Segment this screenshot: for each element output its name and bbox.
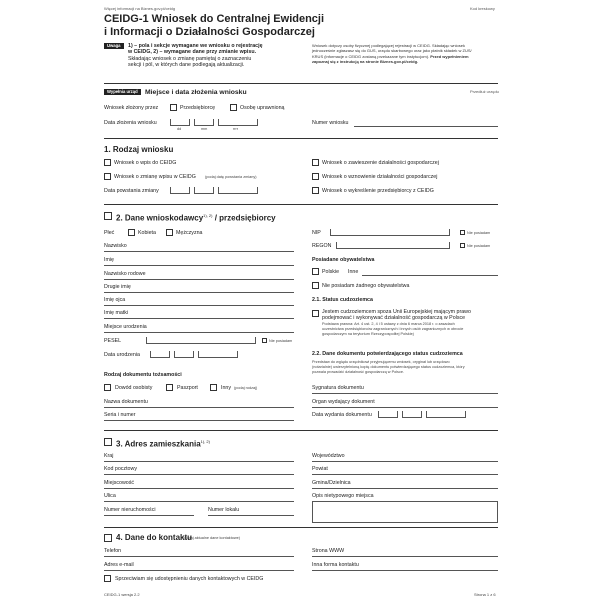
mother-name-label: Imię matki [104,310,129,316]
section3-title-main: 3. Adres zamieszkania [116,439,201,449]
other-document-checkbox[interactable] [210,384,217,391]
contact-objection-label: Sprzeciwiam się udostępnieniu danych kontaktowych w CEIDG [115,576,264,582]
email-label: Adres e-mail [104,562,134,568]
foreigner-doc-text [312,360,465,374]
document-number-label: Seria i numer [104,412,136,418]
citizenship-polish-checkbox[interactable] [312,268,319,275]
phone-field[interactable] [104,556,294,557]
city-field[interactable] [104,488,294,489]
no-citizenship-checkbox[interactable] [312,282,319,289]
country-field[interactable] [104,461,294,462]
submission-date-mm-hint: mm [201,127,208,131]
nip-field[interactable] [330,229,450,236]
foreigner-status-line1: Jestem cudzoziemcem spoza Unii Europejskiej mającym prawo [322,309,471,315]
legal-basis-text [322,322,463,336]
top-note: Więcej informacji na Biznes.gov.pl/ceidg [104,6,176,11]
issuing-authority-label: Organ wydający dokument [312,399,375,405]
postal-code-label: Kod pocztowy [104,466,137,472]
citizenship-other-field[interactable] [362,275,498,276]
request-delete-label: Wniosek o wykreślenie przedsiębiorcy z CEIDG [322,188,434,194]
submitted-by-authorized-label: Osobę uprawnioną [240,105,285,111]
foreigner-status-line2: podejmować i wykonywać działalność gospodarczą w Polsce [322,315,466,322]
street-label: Ulica [104,493,116,499]
passport-label: Paszport [177,385,198,391]
section2-title-sup: 1), 2) [203,213,213,218]
pesel-label: PESEL [104,338,122,344]
foreigner-status-title: 2.1. Status cudzoziemca [312,297,373,303]
apartment-number-label: Numer lokalu [208,507,240,513]
contact-objection-checkbox[interactable] [104,575,111,582]
place-section-title: Miejsce i data złożenia wniosku [145,89,247,96]
info-line3-bold: Przed wypełnieniem [430,53,469,59]
nip-label: NIP [312,230,321,236]
doc-signature-label: Sygnatura dokumentu [312,385,364,391]
citizenship-title: Posiadane obywatelstwa [312,257,375,263]
regon-field[interactable] [336,242,450,249]
issuing-authority-field[interactable] [312,407,498,408]
section2-title-main: 2. Dane wnioskodawcy [116,213,204,223]
submission-date-dd[interactable] [170,119,190,126]
foreigner-status-text [322,309,471,322]
change-date-mm[interactable] [194,187,214,194]
other-document-label: Inny [221,385,232,391]
section3-title [116,437,210,450]
pesel-field[interactable] [146,337,256,344]
first-name-field[interactable] [104,265,294,266]
district-field[interactable] [312,488,498,489]
legal-basis-line3: gospodarczym na terytorium Rzeczypospolitej Polskiej [322,331,414,336]
id-card-checkbox[interactable] [104,384,111,391]
application-number-label: Numer wniosku [312,120,349,126]
surname-field[interactable] [104,251,294,252]
instruction-line3: Składając wniosek o zmianę pamiętaj o zaznaczeniu [128,55,252,62]
section3-checkbox[interactable] [104,438,112,446]
section3-title-sup: 1), 2) [200,439,210,444]
change-date-label: Data powstania zmiany [104,188,159,194]
email-field[interactable] [104,570,294,571]
regon-none-label: Nie posiadam [467,244,491,248]
divider [104,138,498,139]
instruction-text [128,43,298,68]
building-number-label: Numer nieruchomości [104,507,156,513]
request-change-checkbox[interactable] [104,173,111,180]
instruction-line2: w CEIDG, 2) – wymagane dane przy zmianie wpisu. [128,49,257,56]
section1-title: 1. Rodzaj wniosku [104,145,174,154]
sex-label: Płeć [104,230,115,236]
sex-male-label: Mężczyzna [176,230,203,236]
section4-title: 4. Dane do kontaktu [116,533,193,542]
request-suspend-label: Wniosek o zawieszenie działalności gospodarczej [322,160,439,166]
submission-date-dd-hint: dd [177,127,182,131]
section2-title [116,211,276,224]
submitted-by-entrepreneur-label: Przedsiębiorcę [180,105,216,111]
nip-none-label: Nie posiadam [467,231,491,235]
request-resume-checkbox[interactable] [312,173,319,180]
district-label: Gmina/Dzielnica [312,480,351,486]
divider [104,204,498,205]
unusual-place-field[interactable] [312,501,498,523]
no-citizenship-label: Nie posiadam żadnego obywatelstwa [322,283,410,289]
request-change-label: Wniosek o zmianę wpisu w CEIDG [114,174,196,180]
county-field[interactable] [312,474,498,475]
nip-none-checkbox[interactable] [460,230,465,235]
info-line1: Wniosek dotyczy osoby fizycznej podlegającej rejestracji w CEIDG. Składając wniosek [312,43,465,48]
county-label: Powiat [312,466,328,472]
other-contact-label: Inna forma kontaktu [312,562,359,568]
voivodeship-field[interactable] [312,461,498,462]
divider [104,83,498,84]
change-date-dd[interactable] [170,187,190,194]
birthplace-label: Miejsce urodzenia [104,324,147,330]
birthdate-dd[interactable] [150,351,170,358]
section2-title-suffix: / przedsiębiorcy [214,213,276,223]
phone-label: Telefon [104,548,122,554]
first-name-label: Imię [104,257,115,263]
application-number-field[interactable] [354,126,498,127]
voivodeship-label: Województwo [312,453,345,459]
notice-badge: Uwaga [104,43,124,49]
form-version: CEIDG-1 wersja 2.2 [104,592,140,597]
divider [104,527,498,528]
issue-date-mm[interactable] [402,411,422,418]
birthplace-field[interactable] [104,332,294,333]
submission-date-rrrr-hint: rrrr [233,127,239,131]
citizenship-polish-label: Polskie [322,269,340,275]
request-change-hint: (podaj datę powstania zmiany) [205,175,257,179]
apartment-number-field[interactable] [208,515,294,516]
id-card-label: Dowód osobisty [115,385,153,391]
second-name-field[interactable] [104,292,294,293]
street-field[interactable] [104,501,294,502]
unusual-place-label: Opis nietypowego miejsca [312,493,374,499]
foreigner-status-checkbox[interactable] [312,310,319,317]
page-number: Strona 1 z 6 [474,592,496,597]
document-name-field[interactable] [104,407,294,408]
country-label: Kraj [104,453,114,459]
legal-basis-line2: uczestnictwa przedsiębiorców zagranicznych i innych osób zagranicznych w obrocie [322,326,464,331]
postal-code-field[interactable] [104,474,294,475]
regon-label: REGON [312,243,332,249]
website-label: Strona WWW [312,548,345,554]
foreigner-doc-line1: Przedstaw do wglądu urzędnikowi przyjmującemu wniosek, oryginał lub urzędowo [312,360,450,364]
form-title-line1: CEIDG-1 Wniosek do Centralnej Ewidencji [104,13,325,25]
info-line3: KRUS (informacje o CEIDG zostaną przekazane tym instytucjom). [312,53,430,59]
request-entry-label: Wniosek o wpis do CEIDG [114,160,177,166]
info-line2: jednocześnie zgłaszasz się do GUS, urzędu skarbowego oraz jako płatnik składek w ZUS/ [312,48,472,54]
submission-date-rrrr[interactable] [218,119,258,126]
request-resume-label: Wniosek o wznowienie działalności gospodarczej [322,174,438,180]
birthdate-rrrr[interactable] [198,351,238,358]
info-text [312,43,502,64]
sex-female-label: Kobieta [138,230,156,236]
website-field[interactable] [312,556,498,557]
other-document-hint: (podaj rodzaj) [234,386,258,390]
second-name-label: Drugie imię [104,284,131,290]
city-label: Miejscowość [104,480,135,486]
father-name-label: Imię ojca [104,297,126,303]
request-suspend-checkbox[interactable] [312,159,319,166]
passport-checkbox[interactable] [166,384,173,391]
barcode-label: Kod kreskowy [470,6,495,11]
info-line4: zapoznaj się z instrukcją na stronie Biznes.gov.pl/ceidg. [312,58,419,64]
submitted-by-authorized-checkbox[interactable] [230,104,237,111]
family-name-label: Nazwisko rodowe [104,271,146,277]
id-document-title: Rodzaj dokumentu tożsamości [104,372,182,378]
section2-checkbox[interactable] [104,212,112,220]
sex-female-checkbox[interactable] [128,229,135,236]
mother-name-field[interactable] [104,318,294,319]
family-name-field[interactable] [104,279,294,280]
office-stamp-label: Przedłuż urzędu [470,89,499,94]
form-title-line2: i Informacji o Działalności Gospodarczej [104,26,315,38]
other-contact-field[interactable] [312,570,498,571]
instruction-line4: sekcji i pól, w których dane podlegają aktualizacji. [128,61,245,68]
legal-basis-line1: Podstawa prawna: Art. 4 ust. 2, 4 i 5 ustawy z dnia 6 marca 2018 r. o zasadach [322,322,455,326]
birthdate-label: Data urodzenia [104,352,140,358]
foreigner-doc-title: 2.2. Dane dokumentu potwierdzającego status cudzoziemca [312,351,463,357]
instruction-line1: 1) – pola i sekcje wymagane we wniosku o rejestrację [128,43,263,49]
building-number-field[interactable] [104,515,194,516]
issue-date-label: Data wydania dokumentu [312,412,372,418]
request-delete-checkbox[interactable] [312,187,319,194]
doc-signature-field[interactable] [312,393,498,394]
father-name-field[interactable] [104,305,294,306]
divider [104,430,498,431]
issue-date-rrrr[interactable] [426,411,466,418]
birthdate-mm[interactable] [174,351,194,358]
submission-date-mm[interactable] [194,119,214,126]
foreigner-doc-line2: (notarialnie) uwierzytelnioną kopię dokumentu potwierdzającego status cudzoziemca, który [312,364,465,369]
surname-label: Nazwisko [104,243,127,249]
request-entry-checkbox[interactable] [104,159,111,166]
issue-date-dd[interactable] [378,411,398,418]
foreigner-doc-line3: pozwala prowadzić działalność gospodarczą w Polsce. [312,369,405,374]
submitted-by-label: Wniosek złożony przez [104,105,159,111]
pesel-none-checkbox[interactable] [262,338,267,343]
document-number-field[interactable] [104,420,294,421]
section4-hint: (podaj aktualne dane kontaktowe) [183,536,240,540]
submission-date-label: Data złożenia wniosku [104,120,157,126]
change-date-rrrr[interactable] [218,187,258,194]
pesel-none-label: Nie posiadam [269,339,293,343]
sex-male-checkbox[interactable] [166,229,173,236]
document-name-label: Nazwa dokumentu [104,399,148,405]
section4-checkbox[interactable] [104,534,112,542]
office-badge: Wypełnia urząd [104,89,141,95]
citizenship-other-label: Inne [348,269,359,275]
regon-none-checkbox[interactable] [460,243,465,248]
submitted-by-entrepreneur-checkbox[interactable] [170,104,177,111]
